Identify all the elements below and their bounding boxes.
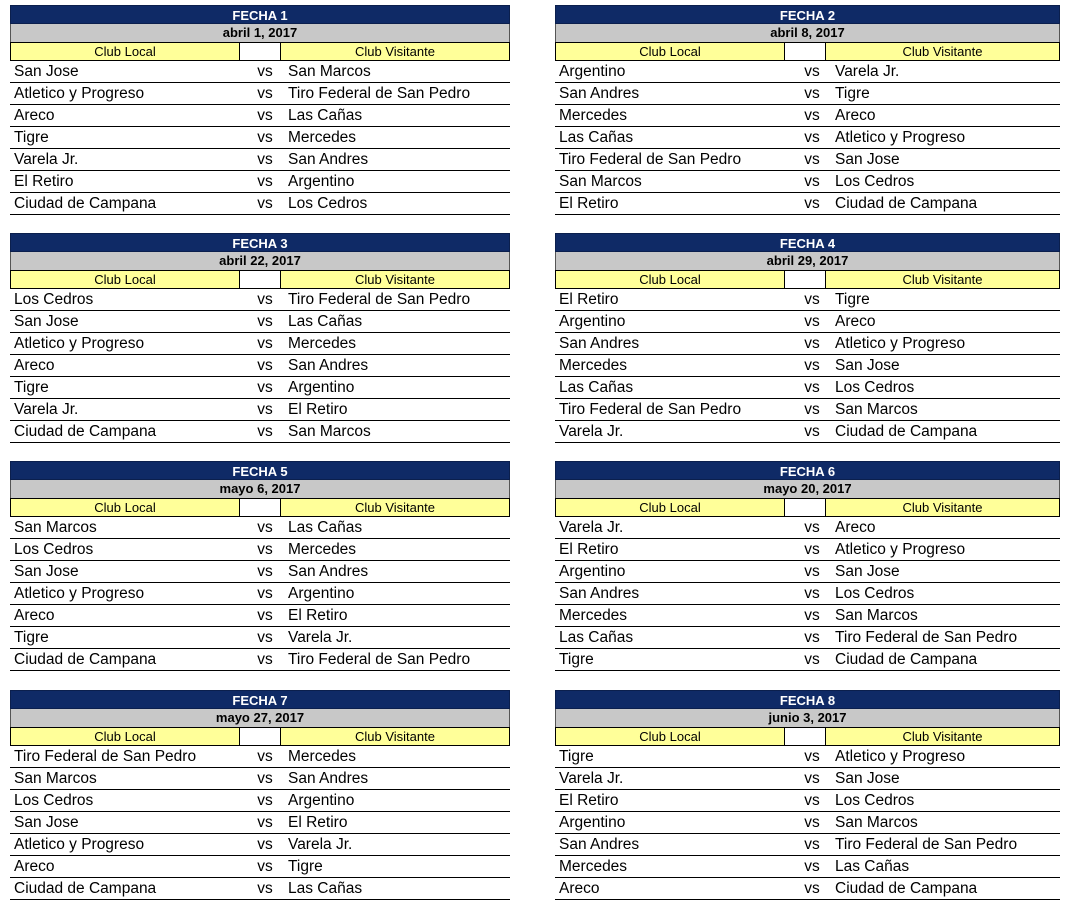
vs-label: vs xyxy=(804,563,820,580)
home-team: Atletico y Progreso xyxy=(14,585,145,602)
home-team: El Retiro xyxy=(559,195,619,212)
vs-label: vs xyxy=(804,313,820,330)
vs-label: vs xyxy=(804,173,820,190)
match-row xyxy=(555,127,1060,149)
home-team: Las Cañas xyxy=(559,379,634,396)
home-team: Mercedes xyxy=(559,357,628,374)
match-row xyxy=(555,856,1060,878)
vs-label: vs xyxy=(257,401,273,418)
away-team: Las Cañas xyxy=(835,858,910,875)
match-row xyxy=(10,333,510,355)
away-team: San Andres xyxy=(288,151,369,168)
header-spacer xyxy=(240,727,280,746)
fixture-title: FECHA 5 xyxy=(10,461,510,480)
home-team: Argentino xyxy=(559,313,626,330)
away-team: Varela Jr. xyxy=(288,836,353,853)
home-team: San Andres xyxy=(559,335,640,352)
vs-label: vs xyxy=(257,607,273,624)
away-team: Mercedes xyxy=(288,129,357,146)
home-team: Varela Jr. xyxy=(559,423,624,440)
vs-label: vs xyxy=(804,291,820,308)
home-team: Mercedes xyxy=(559,607,628,624)
fixture-date: abril 22, 2017 xyxy=(10,252,510,270)
header-spacer xyxy=(240,270,280,289)
column-header-row xyxy=(10,270,510,289)
match-row xyxy=(10,790,510,812)
away-team: Atletico y Progreso xyxy=(835,541,966,558)
away-team: Tiro Federal de San Pedro xyxy=(288,291,471,308)
away-team: San Andres xyxy=(288,357,369,374)
match-row xyxy=(555,311,1060,333)
fixture-title: FECHA 6 xyxy=(555,461,1060,480)
header-club-local: Club Local xyxy=(10,727,240,746)
match-row xyxy=(10,856,510,878)
vs-label: vs xyxy=(257,792,273,809)
match-row xyxy=(10,517,510,539)
away-team: San Jose xyxy=(835,770,900,787)
away-team: San Marcos xyxy=(288,63,371,80)
home-team: Tiro Federal de San Pedro xyxy=(559,401,742,418)
match-row xyxy=(10,649,510,671)
home-team: San Jose xyxy=(14,563,79,580)
home-team: Areco xyxy=(14,858,55,875)
column-header-row xyxy=(10,498,510,517)
vs-label: vs xyxy=(257,629,273,646)
header-spacer xyxy=(240,498,280,517)
vs-label: vs xyxy=(804,379,820,396)
header-club-local: Club Local xyxy=(555,270,785,289)
fixture-date: mayo 6, 2017 xyxy=(10,480,510,498)
away-team: Ciudad de Campana xyxy=(835,423,978,440)
match-row xyxy=(555,583,1060,605)
match-row xyxy=(555,83,1060,105)
away-team: Las Cañas xyxy=(288,107,363,124)
vs-label: vs xyxy=(257,151,273,168)
home-team: Tigre xyxy=(559,748,594,765)
match-row xyxy=(10,539,510,561)
fixture-date: abril 29, 2017 xyxy=(555,252,1060,270)
header-spacer xyxy=(785,42,825,61)
vs-label: vs xyxy=(804,629,820,646)
away-team: Argentino xyxy=(288,585,355,602)
vs-label: vs xyxy=(257,651,273,668)
vs-label: vs xyxy=(257,173,273,190)
away-team: San Marcos xyxy=(835,607,918,624)
away-team: San Marcos xyxy=(835,814,918,831)
away-team: Varela Jr. xyxy=(835,63,900,80)
home-team: San Andres xyxy=(559,836,640,853)
vs-label: vs xyxy=(257,814,273,831)
column-header-row xyxy=(10,727,510,746)
home-team: Areco xyxy=(559,880,600,897)
vs-label: vs xyxy=(804,792,820,809)
home-team: Tigre xyxy=(14,129,49,146)
vs-label: vs xyxy=(804,607,820,624)
match-row xyxy=(555,105,1060,127)
away-team: Mercedes xyxy=(288,748,357,765)
match-row xyxy=(10,355,510,377)
vs-label: vs xyxy=(257,335,273,352)
home-team: Varela Jr. xyxy=(559,519,624,536)
away-team: Tigre xyxy=(835,291,870,308)
home-team: El Retiro xyxy=(559,291,619,308)
away-team: Argentino xyxy=(288,173,355,190)
home-team: Ciudad de Campana xyxy=(14,195,157,212)
home-team: Los Cedros xyxy=(14,792,94,809)
away-team: San Jose xyxy=(835,357,900,374)
column-header-row xyxy=(555,42,1060,61)
match-row xyxy=(10,583,510,605)
home-team: El Retiro xyxy=(14,173,74,190)
away-team: Areco xyxy=(835,519,876,536)
home-team: Tigre xyxy=(14,379,49,396)
home-team: Atletico y Progreso xyxy=(14,836,145,853)
home-team: Argentino xyxy=(559,63,626,80)
fixture-title: FECHA 1 xyxy=(10,5,510,24)
home-team: Los Cedros xyxy=(14,541,94,558)
column-header-row xyxy=(555,498,1060,517)
vs-label: vs xyxy=(257,563,273,580)
away-team: Tigre xyxy=(288,858,323,875)
home-team: Tigre xyxy=(559,651,594,668)
home-team: Tiro Federal de San Pedro xyxy=(14,748,197,765)
vs-label: vs xyxy=(257,541,273,558)
fixture-title: FECHA 3 xyxy=(10,233,510,252)
vs-label: vs xyxy=(804,651,820,668)
home-team: Los Cedros xyxy=(14,291,94,308)
away-team: San Marcos xyxy=(835,401,918,418)
vs-label: vs xyxy=(804,129,820,146)
fixture-date: abril 8, 2017 xyxy=(555,24,1060,42)
away-team: Atletico y Progreso xyxy=(835,748,966,765)
home-team: Varela Jr. xyxy=(14,151,79,168)
vs-label: vs xyxy=(804,423,820,440)
home-team: Areco xyxy=(14,357,55,374)
header-spacer xyxy=(785,498,825,517)
vs-label: vs xyxy=(257,313,273,330)
fixture-fecha-4 xyxy=(555,233,1060,443)
away-team: Las Cañas xyxy=(288,880,363,897)
vs-label: vs xyxy=(804,541,820,558)
vs-label: vs xyxy=(804,107,820,124)
away-team: San Jose xyxy=(835,151,900,168)
home-team: Mercedes xyxy=(559,858,628,875)
match-row xyxy=(555,399,1060,421)
header-spacer xyxy=(785,727,825,746)
vs-label: vs xyxy=(804,585,820,602)
home-team: Tiro Federal de San Pedro xyxy=(559,151,742,168)
vs-label: vs xyxy=(257,357,273,374)
home-team: San Marcos xyxy=(14,519,97,536)
header-club-visitante: Club Visitante xyxy=(825,42,1060,61)
fixture-date: mayo 27, 2017 xyxy=(10,709,510,727)
away-team: El Retiro xyxy=(288,607,348,624)
header-club-visitante: Club Visitante xyxy=(825,498,1060,517)
vs-label: vs xyxy=(257,107,273,124)
away-team: Tiro Federal de San Pedro xyxy=(835,836,1018,853)
match-row xyxy=(10,377,510,399)
match-row xyxy=(10,193,510,215)
away-team: Las Cañas xyxy=(288,313,363,330)
away-team: Las Cañas xyxy=(288,519,363,536)
match-row xyxy=(555,627,1060,649)
home-team: Atletico y Progreso xyxy=(14,85,145,102)
match-row xyxy=(555,746,1060,768)
vs-label: vs xyxy=(804,195,820,212)
vs-label: vs xyxy=(804,85,820,102)
vs-label: vs xyxy=(257,519,273,536)
vs-label: vs xyxy=(257,770,273,787)
home-team: Las Cañas xyxy=(559,629,634,646)
home-team: Las Cañas xyxy=(559,129,634,146)
vs-label: vs xyxy=(257,85,273,102)
match-row xyxy=(555,421,1060,443)
column-header-row xyxy=(555,270,1060,289)
away-team: Atletico y Progreso xyxy=(835,335,966,352)
match-row xyxy=(555,768,1060,790)
fixture-fecha-8 xyxy=(555,690,1060,900)
match-row xyxy=(555,149,1060,171)
column-header-row xyxy=(555,727,1060,746)
away-team: El Retiro xyxy=(288,401,348,418)
match-row xyxy=(10,171,510,193)
away-team: Los Cedros xyxy=(835,585,915,602)
home-team: San Jose xyxy=(14,814,79,831)
away-team: Argentino xyxy=(288,792,355,809)
home-team: Ciudad de Campana xyxy=(14,880,157,897)
away-team: Varela Jr. xyxy=(288,629,353,646)
vs-label: vs xyxy=(257,585,273,602)
match-row xyxy=(555,171,1060,193)
header-club-visitante: Club Visitante xyxy=(280,270,510,289)
away-team: Ciudad de Campana xyxy=(835,880,978,897)
vs-label: vs xyxy=(804,880,820,897)
vs-label: vs xyxy=(804,401,820,418)
vs-label: vs xyxy=(257,748,273,765)
home-team: San Jose xyxy=(14,63,79,80)
vs-label: vs xyxy=(804,63,820,80)
away-team: Ciudad de Campana xyxy=(835,195,978,212)
header-club-local: Club Local xyxy=(10,270,240,289)
fixture-fecha-1 xyxy=(10,5,510,215)
fixture-fecha-3 xyxy=(10,233,510,443)
fixture-fecha-5 xyxy=(10,461,510,671)
away-team: Ciudad de Campana xyxy=(835,651,978,668)
fixture-fecha-6 xyxy=(555,461,1060,671)
fixture-title: FECHA 2 xyxy=(555,5,1060,24)
away-team: Mercedes xyxy=(288,541,357,558)
vs-label: vs xyxy=(804,770,820,787)
vs-label: vs xyxy=(804,151,820,168)
home-team: San Andres xyxy=(559,85,640,102)
match-row xyxy=(10,149,510,171)
vs-label: vs xyxy=(257,836,273,853)
match-row xyxy=(10,605,510,627)
away-team: San Andres xyxy=(288,770,369,787)
match-row xyxy=(10,768,510,790)
match-row xyxy=(555,333,1060,355)
home-team: San Marcos xyxy=(559,173,642,190)
away-team: Areco xyxy=(835,107,876,124)
header-club-local: Club Local xyxy=(10,42,240,61)
header-club-local: Club Local xyxy=(10,498,240,517)
match-row xyxy=(10,83,510,105)
match-row xyxy=(10,399,510,421)
home-team: Argentino xyxy=(559,563,626,580)
match-row xyxy=(555,561,1060,583)
match-row xyxy=(10,878,510,900)
vs-label: vs xyxy=(257,63,273,80)
away-team: Los Cedros xyxy=(835,379,915,396)
away-team: Los Cedros xyxy=(835,173,915,190)
home-team: San Andres xyxy=(559,585,640,602)
home-team: Ciudad de Campana xyxy=(14,651,157,668)
fixture-title: FECHA 7 xyxy=(10,690,510,709)
home-team: Mercedes xyxy=(559,107,628,124)
fixture-date: mayo 20, 2017 xyxy=(555,480,1060,498)
vs-label: vs xyxy=(804,814,820,831)
fixture-title: FECHA 4 xyxy=(555,233,1060,252)
away-team: Mercedes xyxy=(288,335,357,352)
match-row xyxy=(10,812,510,834)
match-row xyxy=(555,355,1060,377)
match-row xyxy=(555,517,1060,539)
match-row xyxy=(555,812,1060,834)
header-club-local: Club Local xyxy=(555,727,785,746)
fixture-fecha-7 xyxy=(10,690,510,900)
match-row xyxy=(10,421,510,443)
vs-label: vs xyxy=(257,379,273,396)
match-row xyxy=(555,539,1060,561)
home-team: Areco xyxy=(14,607,55,624)
match-row xyxy=(10,627,510,649)
away-team: Atletico y Progreso xyxy=(835,129,966,146)
home-team: Areco xyxy=(14,107,55,124)
column-header-row xyxy=(10,42,510,61)
home-team: Varela Jr. xyxy=(14,401,79,418)
match-row xyxy=(555,289,1060,311)
away-team: Los Cedros xyxy=(835,792,915,809)
away-team: San Andres xyxy=(288,563,369,580)
match-row xyxy=(555,834,1060,856)
away-team: San Jose xyxy=(835,563,900,580)
match-row xyxy=(10,289,510,311)
match-row xyxy=(10,105,510,127)
match-row xyxy=(555,61,1060,83)
header-club-visitante: Club Visitante xyxy=(280,727,510,746)
home-team: El Retiro xyxy=(559,792,619,809)
away-team: Tigre xyxy=(835,85,870,102)
match-row xyxy=(555,649,1060,671)
vs-label: vs xyxy=(257,880,273,897)
match-row xyxy=(555,377,1060,399)
vs-label: vs xyxy=(257,858,273,875)
match-row xyxy=(10,561,510,583)
home-team: Varela Jr. xyxy=(559,770,624,787)
vs-label: vs xyxy=(257,291,273,308)
away-team: El Retiro xyxy=(288,814,348,831)
match-row xyxy=(10,311,510,333)
header-club-local: Club Local xyxy=(555,42,785,61)
header-club-visitante: Club Visitante xyxy=(825,727,1060,746)
vs-label: vs xyxy=(804,836,820,853)
header-club-visitante: Club Visitante xyxy=(280,42,510,61)
away-team: Areco xyxy=(835,313,876,330)
home-team: Argentino xyxy=(559,814,626,831)
away-team: Argentino xyxy=(288,379,355,396)
vs-label: vs xyxy=(804,748,820,765)
home-team: Tigre xyxy=(14,629,49,646)
vs-label: vs xyxy=(804,357,820,374)
vs-label: vs xyxy=(257,423,273,440)
match-row xyxy=(10,746,510,768)
vs-label: vs xyxy=(804,335,820,352)
home-team: Atletico y Progreso xyxy=(14,335,145,352)
match-row xyxy=(555,605,1060,627)
vs-label: vs xyxy=(257,129,273,146)
home-team: El Retiro xyxy=(559,541,619,558)
match-row xyxy=(10,61,510,83)
fixture-date: junio 3, 2017 xyxy=(555,709,1060,727)
match-row xyxy=(555,878,1060,900)
match-row xyxy=(555,790,1060,812)
vs-label: vs xyxy=(257,195,273,212)
match-row xyxy=(10,834,510,856)
vs-label: vs xyxy=(804,519,820,536)
away-team: Tiro Federal de San Pedro xyxy=(288,85,471,102)
away-team: Tiro Federal de San Pedro xyxy=(288,651,471,668)
header-club-visitante: Club Visitante xyxy=(280,498,510,517)
header-club-local: Club Local xyxy=(555,498,785,517)
away-team: Tiro Federal de San Pedro xyxy=(835,629,1018,646)
home-team: San Marcos xyxy=(14,770,97,787)
home-team: Ciudad de Campana xyxy=(14,423,157,440)
home-team: San Jose xyxy=(14,313,79,330)
header-club-visitante: Club Visitante xyxy=(825,270,1060,289)
fixture-fecha-2 xyxy=(555,5,1060,215)
away-team: Los Cedros xyxy=(288,195,368,212)
fixture-date: abril 1, 2017 xyxy=(10,24,510,42)
match-row xyxy=(10,127,510,149)
header-spacer xyxy=(785,270,825,289)
vs-label: vs xyxy=(804,858,820,875)
match-row xyxy=(555,193,1060,215)
header-spacer xyxy=(240,42,280,61)
fixture-title: FECHA 8 xyxy=(555,690,1060,709)
away-team: San Marcos xyxy=(288,423,371,440)
